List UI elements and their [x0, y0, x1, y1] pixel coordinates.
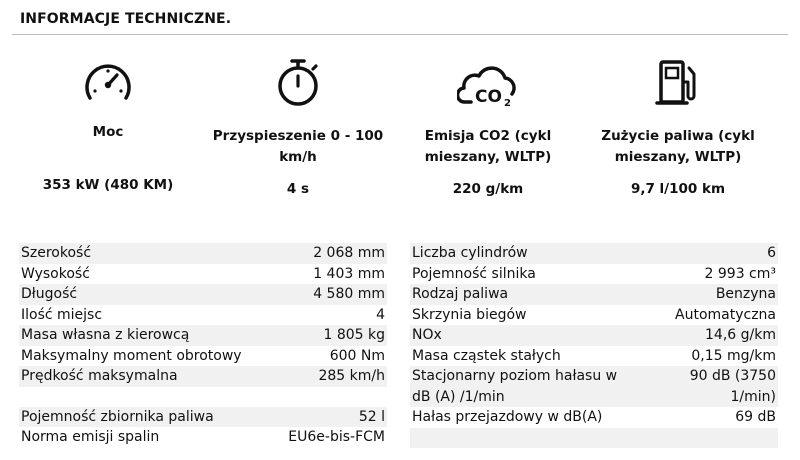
spec-value: 2 993 cm³ — [704, 265, 776, 282]
spec-row — [410, 325, 778, 346]
spec-key: Masa własna z kierowcą — [21, 327, 190, 343]
spec-row — [19, 305, 387, 326]
spec-row — [19, 284, 387, 305]
stopwatch-icon — [271, 58, 325, 108]
spec-row — [19, 427, 387, 448]
spec-key: NOx — [412, 327, 442, 343]
svg-text:2: 2 — [504, 98, 511, 108]
spec-key: Skrzynia biegów — [412, 306, 527, 323]
spec-value: 1 403 mm — [313, 265, 385, 282]
spec-value: 1 805 kg — [323, 327, 385, 343]
spec-row — [410, 366, 778, 407]
spec-key: Norma emisji spalin — [21, 429, 160, 445]
kpi-value: 4 s — [286, 181, 310, 197]
spec-row — [410, 407, 778, 428]
kpi-label: Emisja CO2 (cykl mieszany, WLTP) — [424, 128, 552, 165]
spec-row — [19, 366, 387, 387]
kpi-value: 9,7 l/100 km — [630, 181, 726, 197]
kpi-value: 220 g/km — [452, 181, 524, 197]
spec-row — [410, 243, 778, 264]
svg-text:CO: CO — [475, 87, 502, 107]
spec-value: 52 l — [358, 408, 385, 425]
spec-row-spacer — [19, 387, 387, 407]
spec-key: Prędkość maksymalna — [21, 368, 178, 384]
spec-value: 285 km/h — [318, 368, 385, 384]
spec-value: 6 — [767, 245, 776, 261]
spec-key: Rodzaj paliwa — [412, 286, 509, 302]
spec-value: 600 Nm — [329, 347, 385, 364]
spec-key: Ilość miejsc — [21, 306, 103, 323]
spec-row — [19, 243, 387, 264]
spec-row — [410, 305, 778, 326]
spec-row — [19, 264, 387, 285]
kpi-co2-emission — [393, 58, 583, 197]
spec-key: Liczba cylindrów — [412, 245, 528, 261]
spec-table-right — [410, 243, 778, 448]
spec-key: Szerokość — [21, 245, 92, 261]
spec-value: Automatyczna — [675, 306, 776, 323]
fuel-pump-icon — [651, 58, 705, 108]
spec-key — [412, 428, 776, 448]
spec-value: Benzyna — [715, 286, 776, 302]
spec-table-left — [19, 243, 387, 448]
spec-key: Wysokość — [21, 265, 90, 282]
spec-key: Masa cząstek stałych — [412, 347, 561, 364]
spec-row — [410, 346, 778, 367]
spec-row — [410, 284, 778, 305]
section-title: INFORMACJE TECHNICZNE. — [20, 11, 232, 27]
co2-cloud-icon — [457, 58, 519, 108]
spec-value: 69 dB — [735, 409, 776, 425]
kpi-label: Moc — [92, 124, 124, 140]
spec-value: 90 dB (3750 1/min) — [689, 368, 776, 405]
spec-key: Stacjonarny poziom hałasu w dB (A) /1/min — [412, 368, 618, 405]
spec-value: EU6e-bis-FCM — [288, 429, 385, 445]
spec-row — [19, 346, 387, 367]
spec-key: Długość — [21, 286, 78, 302]
kpi-label: Zużycie paliwa (cykl mieszany, WLTP) — [601, 128, 755, 165]
kpi-label: Przyspieszenie 0 - 100 km/h — [212, 128, 384, 165]
spec-value: 4 580 mm — [313, 286, 385, 302]
spec-value: 4 — [376, 306, 385, 323]
spec-row — [19, 325, 387, 346]
kpi-power — [13, 58, 203, 193]
kpi-acceleration — [203, 58, 393, 197]
kpi-value: 353 kW (480 KM) — [42, 177, 174, 193]
speedometer-icon — [81, 58, 135, 104]
spec-row — [410, 264, 778, 285]
kpi-fuel-consumption — [583, 58, 773, 197]
spec-value: 0,15 mg/km — [691, 347, 776, 364]
spec-key: Pojemność zbiornika paliwa — [21, 408, 214, 425]
spec-key — [21, 387, 385, 407]
spec-key: Maksymalny moment obrotowy — [21, 347, 242, 364]
divider — [12, 34, 788, 35]
spec-value: 2 068 mm — [313, 245, 385, 261]
spec-row — [19, 407, 387, 428]
spec-key: Pojemność silnika — [412, 265, 536, 282]
spec-value: 14,6 g/km — [705, 327, 776, 343]
spec-row-spacer — [410, 428, 778, 448]
spec-key: Hałas przejazdowy w dB(A) — [412, 409, 603, 425]
